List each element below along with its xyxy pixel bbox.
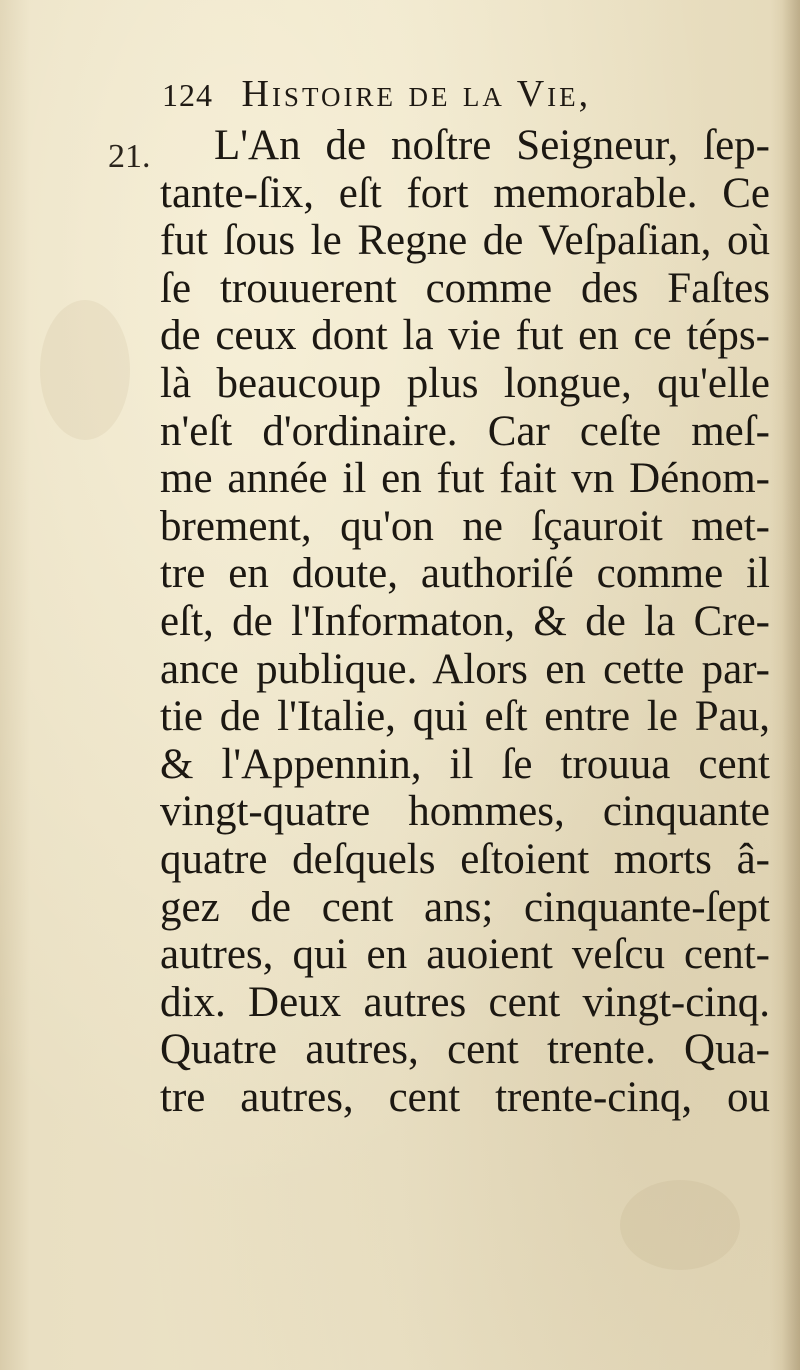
page-number: 124 <box>162 77 213 113</box>
text-line: de ceux dont la vie fut en ce téps- <box>160 312 770 360</box>
text-line: gez de cent ans; cinquante-ſept <box>160 883 770 931</box>
text-line: quatre deſquels eſtoient morts â- <box>160 835 770 883</box>
text-line: & l'Appennin, il ſe trouua cent <box>160 740 770 788</box>
text-line: tre en doute, authoriſé comme il <box>160 550 770 598</box>
text-line: tie de l'Italie, qui eſt entre le Pau, <box>160 693 770 741</box>
text-line: autres, qui en auoient veſcu cent- <box>160 931 770 979</box>
text-line: eſt, de l'Informaton, & de la Cre- <box>160 597 770 645</box>
margin-note: 21. <box>108 138 151 175</box>
text-line: dix. Deux autres cent vingt-cinq. <box>160 978 770 1026</box>
text-line: ſe trouuerent comme des Faſtes <box>160 264 770 312</box>
running-head <box>162 72 722 122</box>
paper-stain <box>620 1180 740 1270</box>
page-edge-shadow <box>782 0 800 1370</box>
text-line: Quatre autres, cent trente. Qua- <box>160 1026 770 1074</box>
text-line: brement, qu'on ne ſçauroit met- <box>160 502 770 550</box>
text-line: me année il en fut fait vn Dénom- <box>160 455 770 503</box>
text-line: ance publique. Alors en cette par- <box>160 645 770 693</box>
text-line: là beaucoup plus longue, qu'elle <box>160 359 770 407</box>
text-line: L'An de noſtre Seigneur, ſep- <box>214 122 770 169</box>
text-line: vingt-quatre hommes, cinquante <box>160 788 770 836</box>
text-line: tante-ſix, eſt fort memorable. Ce <box>160 169 770 217</box>
paper-stain <box>40 300 130 440</box>
text-line: n'eſt d'ordinaire. Car ceſte meſ- <box>160 407 770 455</box>
running-title: Histoire de la Vie, <box>241 73 592 115</box>
text-line: tre autres, cent trente-cinq, ou <box>160 1073 770 1121</box>
body-text <box>160 122 770 1121</box>
text-line: fut ſous le Regne de Veſpaſian, où <box>160 217 770 265</box>
